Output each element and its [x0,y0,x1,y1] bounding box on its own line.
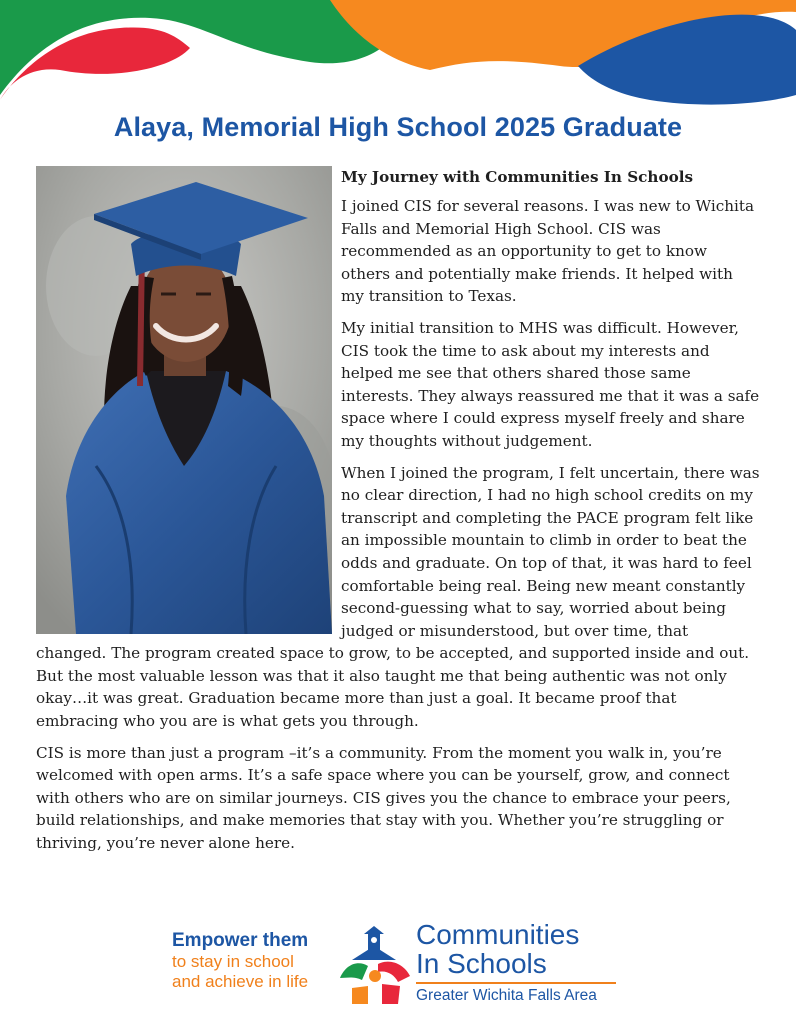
article-paragraph: When I joined the program, I felt uncertain, there was no clear direction, I had no high school credits on my transcript and completing the PACE program felt like an impossible mountain to climb in order to beat the odds and graduate. On top of that, it was hard to feel comfortable being real. Being new meant constantly second-guessing what to say, worried about being judged or misunderstood, but over time, that changed. The program created space to grow, to be accepted, and supported inside and out. But the most valuable lesson was that it also taught me that being authentic was not only okay…it was great. Graduation became more than just a goal. It became proof that embracing who you are is what gets you through. [36,463,760,731]
footer-slogan [172,930,308,992]
page-title: Alaya, Memorial High School 2025 Graduate [113,112,683,142]
article-paragraph: CIS is more than just a program –it’s a community. From the moment you walk in, you’re welcomed with open arms. It’s a safe space where you can be yourself, grow, and connect with others who are on similar journeys. CIS gives you the chance to embrace your peers, build relationships, and make memories that stay with you. Whether you’re struggling or thriving, you’re never alone here. [36,743,731,853]
photo-spacer [36,166,332,636]
logo-line-1: Communities [416,919,580,950]
slogan-line-2: to stay in school [172,952,294,971]
article-body [36,166,760,864]
logo-line-2: In Schools [416,948,547,979]
logo-line-3: Greater Wichita Falls Area [416,987,597,1004]
header-wave-decoration [0,0,796,110]
logo-divider [416,982,616,984]
article-heading: My Journey with Communities In Schools [341,168,694,186]
article-paragraph: My initial transition to MHS was difficult. However, CIS took the time to ask about my interests and helped me see that others shared those same interests. They always reassured me that it was a safe space where I could express myself freely and share my thoughts without judgement. [341,318,760,450]
slogan-line-1: Empower them [172,930,309,951]
cis-logo-icon [338,920,412,1010]
slogan-line-3: and achieve in life [172,972,309,991]
cis-logo [416,920,616,1005]
article-paragraph: I joined CIS for several reasons. I was new to Wichita Falls and Memorial High School. CIS was recommended as an opportunity to get to know others and potentially make friends. It helped with my transition to Texas. [341,197,755,306]
